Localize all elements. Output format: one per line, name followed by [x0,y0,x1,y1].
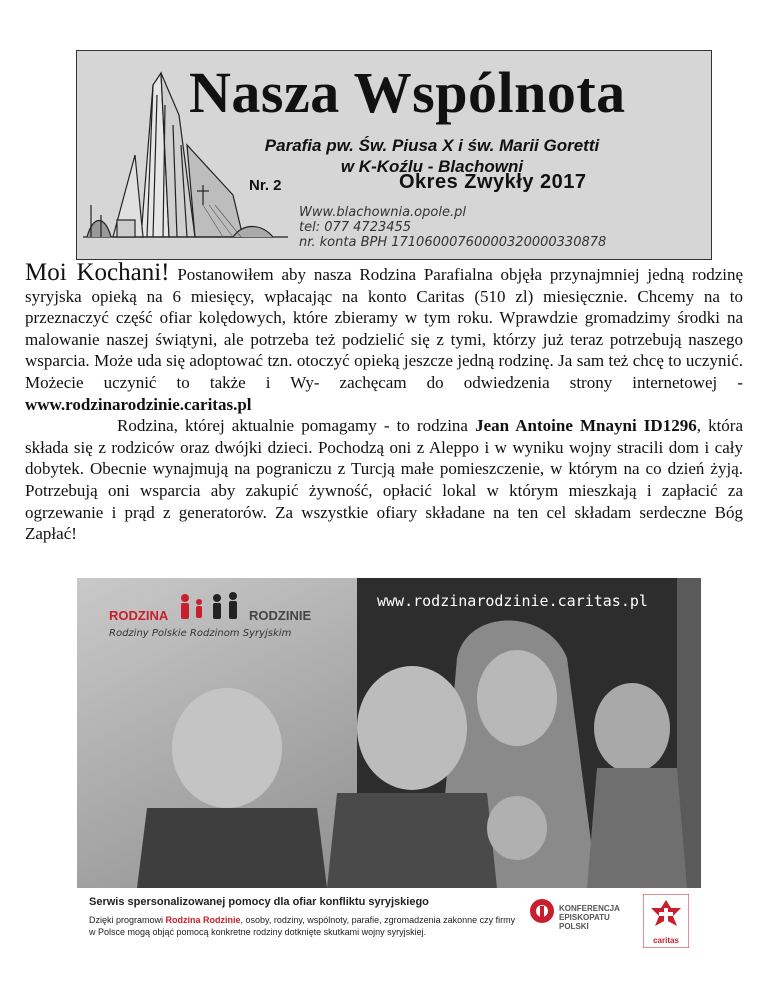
parish-line-1: Parafia pw. Św. Piusa X i św. Marii Goretti [264,136,600,155]
episcopate-logo-text [559,904,620,931]
poster-footer [77,888,701,954]
footer-text-b: , osoby, rodziny, wspólnoty, parafie, zgromadzenia zakonne czy firmy w Polsce mogą objąć pomocą konkretne rodziny dotknięte skutkami wojny syryjskiej. [89,915,516,937]
parish-line-2: w K-Koźlu - Blachowni [340,157,524,176]
paragraph-2-intro: Rodzina, której aktualnie pomagamy - to rodzina [117,416,476,436]
footer-text-a: Dzięki programowi [89,915,166,925]
website-text: Www.blachownia.opole.pl [299,205,466,220]
issue-number: Nr. 2 [249,177,282,194]
logo-word-right: RODZINIE [249,608,312,623]
phone-text: tel: 077 4723455 [299,220,412,235]
family-figures-icon [177,590,243,624]
newsletter-title: Nasza Wspólnota [189,60,626,125]
family-photo [77,578,701,888]
bank-account-text: nr. konta BPH 17106000760000320000330878 [299,235,607,250]
episcopate-line-3: POLSKI [559,922,589,931]
episcopate-logo-icon [529,898,555,924]
caritas-label: caritas [653,936,679,945]
liturgical-period: Okres Zwykły 2017 [399,171,587,193]
paragraph-1 [25,259,744,415]
masthead [76,50,712,260]
greeting: Moi Kochani! [25,259,170,286]
logo-word-left: RODZINA [109,608,169,623]
footer-text-highlight: Rodzina Rodzinie [165,915,241,925]
contact-info [299,205,606,250]
episcopate-line-1: KONFERENCJA [559,904,620,913]
paragraph-1-text: Postanowiłem aby nasza Rodzina Parafialna objęła przynajmniej jedną rodzinę syryjska opieką na 6 miesięcy, wpłacając na konto Caritas (510 zl) miesięcznie. Chcemy na to przeznaczyć część ofiar kolędowych, które zbieramy w tym roku. Wprawdzie gromadzimy środki na malowanie naszej świątyni, ale potrzeba też podzielić się z tymi, którzy już teraz potrzebują naszego wsparcia. Może uda się adoptować tzn. otoczyć opieką jeszcze jedną rodzinę. Ja sam też chcę to uczynić. Możecie uczynić to także i Wy- zachęcam do odwiedzenia strony internetowej - [25,265,744,392]
caritas-link[interactable]: www.rodzinarodzinie.caritas.pl [25,394,252,414]
campaign-poster [77,578,701,954]
family-name: Jean Antoine Mnayni ID1296 [475,416,697,436]
article-body [25,259,744,545]
paragraph-2 [25,415,743,545]
poster-url: www.rodzinarodzinie.caritas.pl [377,592,648,610]
footer-text [89,914,519,938]
logo-subtitle: Rodziny Polskie Rodzinom Syryjskim [109,628,292,639]
paragraph-2-text: , która składa się z rodziców oraz dwójki dzieci. Pochodzą oni z Aleppo i w wyniku wojny stracili dom i cały dobytek. Obecnie wynajmują na pograniczu z Turcją małe pomieszczenie, w którym na co dzień żyją. Potrzebują oni wsparcia aby zakupić żywność, opłacić lokal w którym mieszkają i zapłacić za ogrzewanie i prąd z generatorów. Za wszystkie ofiary składane na ten cel składam serdeczne Bóg Zapłać! [25,416,744,544]
episcopate-line-2: EPISKOPATU [559,913,610,922]
footer-title: Serwis spersonalizowanej pomocy dla ofiar konfliktu syryjskiego [89,896,429,908]
